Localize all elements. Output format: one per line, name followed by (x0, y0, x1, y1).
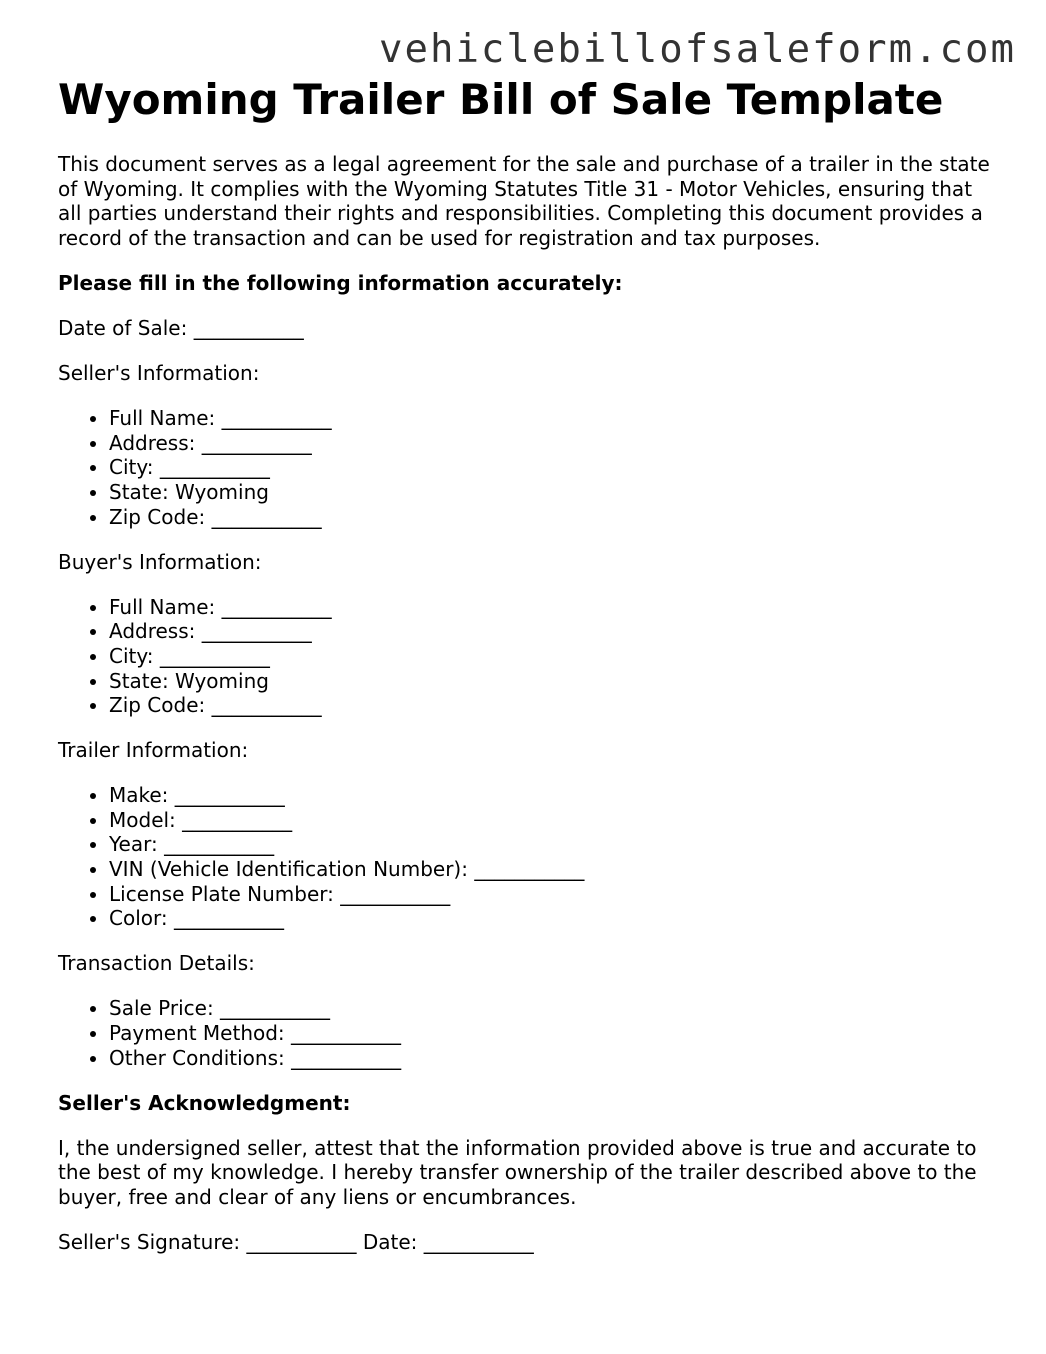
document-body (58, 76, 998, 1255)
buyer-zip-item: • Zip Code: ___________ (109, 693, 998, 718)
seller-address-item: • Address: ___________ (109, 431, 998, 456)
seller-info-list (58, 406, 998, 529)
buyer-city-item: • City: ___________ (109, 644, 998, 669)
other-conditions-item: • Other Conditions: ___________ (109, 1046, 998, 1071)
trailer-model-item: • Model: ___________ (109, 808, 998, 833)
buyer-info-heading: Buyer's Information: (58, 549, 262, 574)
trailer-color-item: • Color: ___________ (109, 906, 998, 931)
trailer-vin-item: • VIN (Vehicle Identification Number): ___________ (109, 857, 998, 882)
trailer-info-heading: Trailer Information: (58, 738, 249, 763)
seller-info-heading: Seller's Information: (58, 361, 260, 386)
seller-full-name-item: • Full Name: ___________ (109, 406, 998, 431)
instruction-heading: Please fill in the following information accurately: (58, 270, 623, 295)
sale-price-item: • Sale Price: ___________ (109, 996, 998, 1021)
seller-city-item: • City: ___________ (109, 455, 998, 480)
intro-paragraph: This document serves as a legal agreement for the sale and purchase of a trailer in the state of Wyoming. It complies with the Wyoming Statutes Title 31 - Motor Vehicles, ensuring that all parties understand their rights and responsibilities. Completing this document provides a record of the transaction and can be used for registration and tax purposes. (58, 152, 990, 250)
document-title: Wyoming Trailer Bill of Sale Template (58, 75, 944, 124)
transaction-details-list (58, 996, 998, 1070)
date-of-sale-line: Date of Sale: ___________ (58, 315, 304, 340)
seller-zip-item: • Zip Code: ___________ (109, 505, 998, 530)
payment-method-item: • Payment Method: ___________ (109, 1021, 998, 1046)
trailer-info-list (58, 783, 998, 931)
buyer-state-item: • State: Wyoming (109, 669, 998, 694)
acknowledgment-heading: Seller's Acknowledgment: (58, 1090, 351, 1115)
buyer-address-item: • Address: ___________ (109, 619, 998, 644)
transaction-details-heading: Transaction Details: (58, 951, 255, 976)
seller-state-item: • State: Wyoming (109, 480, 998, 505)
trailer-year-item: • Year: ___________ (109, 832, 998, 857)
seller-signature-line: Seller's Signature: ___________ Date: ___________ (58, 1230, 534, 1255)
buyer-info-list (58, 595, 998, 718)
acknowledgment-paragraph: I, the undersigned seller, attest that the information provided above is true and accurate to the best of my knowledge. I hereby transfer ownership of the trailer described above to the buyer, free and clear of any liens or encumbrances. (58, 1135, 977, 1209)
trailer-license-plate-item: • License Plate Number: ___________ (109, 882, 998, 907)
watermark-text: vehiclebillofsaleform.com (379, 27, 1016, 72)
trailer-make-item: • Make: ___________ (109, 783, 998, 808)
buyer-full-name-item: • Full Name: ___________ (109, 595, 998, 620)
